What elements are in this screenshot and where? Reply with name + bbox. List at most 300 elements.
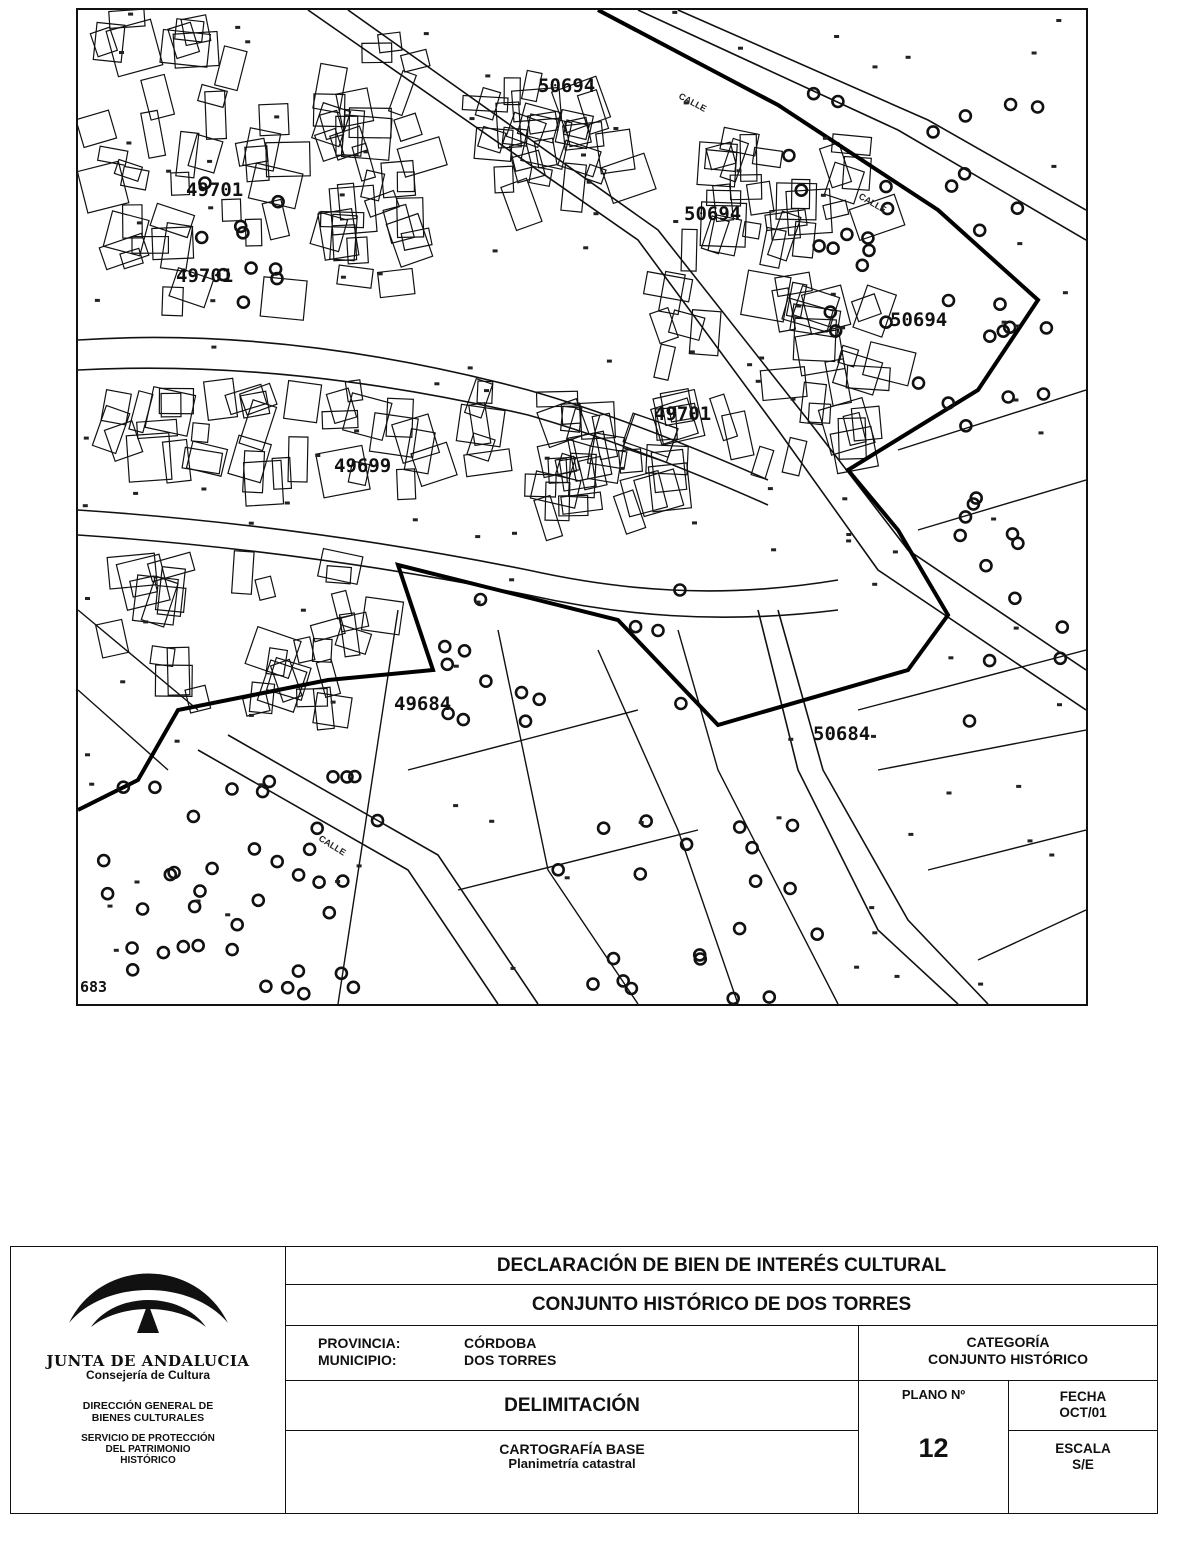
tree-symbol bbox=[98, 855, 109, 866]
parcel-outline bbox=[205, 91, 227, 139]
tree-symbol bbox=[946, 181, 957, 192]
road-edge bbox=[228, 735, 538, 1004]
plot-number-mark bbox=[470, 117, 475, 120]
parcel-outline bbox=[846, 365, 890, 390]
tree-symbol bbox=[178, 941, 189, 952]
plot-number-mark bbox=[137, 221, 142, 224]
tree-symbol bbox=[928, 126, 939, 137]
parcel-outline bbox=[152, 227, 194, 260]
parcel-outline bbox=[760, 227, 786, 268]
plot-number-mark bbox=[594, 212, 599, 215]
plot-number-mark bbox=[453, 804, 458, 807]
corner-label: 683 bbox=[80, 978, 108, 996]
parcel-outline bbox=[129, 391, 153, 433]
plano-cell bbox=[859, 1381, 1009, 1513]
provincia-value: CÓRDOBA bbox=[464, 1335, 537, 1351]
parcel-outline bbox=[349, 108, 391, 138]
plot-number-mark bbox=[840, 326, 845, 329]
plot-number-mark bbox=[341, 276, 346, 279]
parcel-outline bbox=[768, 211, 801, 261]
tree-symbol bbox=[734, 822, 745, 833]
parcel-outline bbox=[614, 490, 646, 534]
parcel-outline bbox=[232, 551, 254, 594]
tree-symbol bbox=[188, 811, 199, 822]
plot-number-mark bbox=[906, 56, 911, 59]
escala-cell bbox=[1009, 1431, 1157, 1513]
plot-number-mark bbox=[692, 521, 697, 524]
parcel-outline bbox=[284, 381, 322, 423]
direccion-general: DIRECCIÓN GENERAL DE BIENES CULTURALES bbox=[82, 1400, 214, 1424]
tree-symbol bbox=[553, 864, 564, 875]
tree-symbol bbox=[960, 110, 971, 121]
plot-number-mark bbox=[893, 550, 898, 553]
parcel-outline bbox=[681, 229, 697, 271]
parcel-outline bbox=[228, 435, 271, 482]
parcel-outline bbox=[155, 665, 192, 696]
parcel-outline bbox=[340, 613, 360, 657]
plot-number-mark bbox=[737, 169, 742, 172]
tree-symbol bbox=[955, 530, 966, 541]
parcel-outline bbox=[525, 474, 556, 497]
plot-number-mark bbox=[908, 833, 913, 836]
tree-symbol bbox=[588, 979, 599, 990]
plot-number-mark bbox=[89, 783, 94, 786]
plot-number-mark bbox=[335, 880, 340, 883]
cartografia-label: CARTOGRAFÍA BASE bbox=[499, 1441, 645, 1457]
plot-number-mark bbox=[108, 905, 113, 908]
tree-symbol bbox=[293, 869, 304, 880]
tree-symbol bbox=[608, 953, 619, 964]
parcel-outline bbox=[92, 406, 129, 454]
tree-symbol bbox=[960, 420, 971, 431]
road-edge bbox=[678, 10, 1086, 210]
plot-number-mark bbox=[796, 305, 801, 308]
plot-number-mark bbox=[511, 967, 516, 970]
field-boundary bbox=[858, 650, 1086, 710]
tree-symbol bbox=[137, 904, 148, 915]
parcel-label: 49701 bbox=[186, 179, 244, 201]
plot-number-mark bbox=[489, 820, 494, 823]
plot-number-mark bbox=[823, 137, 828, 140]
plot-number-mark bbox=[413, 518, 418, 521]
tree-symbol bbox=[1005, 99, 1016, 110]
parcel-outline bbox=[137, 419, 178, 438]
parcel-outline bbox=[545, 482, 570, 521]
parcel-outline bbox=[162, 287, 183, 316]
plot-number-labels bbox=[83, 11, 1068, 986]
plot-number-mark bbox=[1051, 165, 1056, 168]
field-boundary bbox=[498, 630, 638, 1004]
parcel-outline bbox=[326, 566, 351, 584]
parcel-outline bbox=[782, 438, 807, 476]
tree-symbol bbox=[728, 993, 739, 1004]
plot-number-mark bbox=[249, 522, 254, 525]
field-boundary bbox=[338, 610, 398, 1004]
plot-number-mark bbox=[831, 293, 836, 296]
tree-symbol bbox=[158, 947, 169, 958]
plano-number: 12 bbox=[918, 1433, 949, 1463]
parcel-outline bbox=[248, 163, 303, 209]
municipio-value: DOS TORRES bbox=[464, 1352, 557, 1368]
plot-number-mark bbox=[454, 665, 459, 668]
plot-number-mark bbox=[948, 656, 953, 659]
plot-number-mark bbox=[947, 792, 952, 795]
tree-symbol bbox=[238, 297, 249, 308]
olive-tree-symbols bbox=[98, 88, 1068, 1004]
plot-number-mark bbox=[768, 487, 773, 490]
plot-number-mark bbox=[1049, 854, 1054, 857]
plot-number-mark bbox=[842, 497, 847, 500]
parcel-outline bbox=[173, 31, 219, 68]
field-boundary bbox=[978, 910, 1086, 960]
plot-number-mark bbox=[738, 47, 743, 50]
plot-number-mark bbox=[475, 535, 480, 538]
plot-number-mark bbox=[119, 51, 124, 54]
tree-symbol bbox=[635, 869, 646, 880]
parcel-outline bbox=[534, 138, 557, 168]
field-boundary bbox=[78, 690, 168, 770]
fecha-label: FECHA bbox=[1059, 1389, 1107, 1404]
tree-symbol bbox=[304, 844, 315, 855]
plot-number-mark bbox=[211, 346, 216, 349]
plot-number-mark bbox=[143, 620, 148, 623]
parcel-outline bbox=[150, 646, 175, 667]
parcel-outline bbox=[496, 102, 521, 148]
tree-symbol bbox=[293, 966, 304, 977]
parcel-outline bbox=[365, 190, 400, 217]
tree-symbol bbox=[974, 225, 985, 236]
tree-symbol bbox=[814, 240, 825, 251]
tree-symbol bbox=[298, 988, 309, 999]
fecha-value: OCT/01 bbox=[1059, 1405, 1107, 1420]
plot-number-mark bbox=[673, 220, 678, 223]
plot-number-mark bbox=[978, 983, 983, 986]
plot-number-mark bbox=[1015, 325, 1020, 328]
tree-symbol bbox=[653, 625, 664, 636]
parcel-outline bbox=[389, 71, 417, 116]
block-title: DECLARACIÓN DE BIEN DE INTERÉS CULTURAL bbox=[286, 1247, 1157, 1285]
parcel-outline bbox=[464, 449, 512, 477]
tree-symbol bbox=[516, 687, 527, 698]
provincia-label: PROVINCIA: bbox=[318, 1335, 401, 1351]
parcel-label: 50694 bbox=[538, 75, 596, 97]
tree-symbol bbox=[841, 229, 852, 240]
parcel-outline bbox=[362, 43, 392, 63]
plot-number-mark bbox=[895, 975, 900, 978]
tree-symbol bbox=[959, 168, 970, 179]
parcel-outline bbox=[141, 576, 178, 627]
plot-number-mark bbox=[95, 299, 100, 302]
road-lines bbox=[78, 10, 1086, 1004]
plot-number-mark bbox=[1057, 703, 1062, 706]
field-boundary bbox=[78, 610, 198, 710]
plot-number-mark bbox=[872, 583, 877, 586]
plot-number-mark bbox=[126, 142, 131, 145]
tree-symbol bbox=[272, 856, 283, 867]
field-boundary bbox=[928, 830, 1086, 870]
plot-number-mark bbox=[1016, 785, 1021, 788]
parcel-label: 49701 bbox=[176, 265, 234, 287]
plot-number-mark bbox=[120, 680, 125, 683]
parcel-outline bbox=[467, 433, 495, 461]
parcel-label: 49701 bbox=[654, 403, 712, 425]
parcel-outline bbox=[78, 161, 129, 213]
parcel-outline bbox=[98, 146, 128, 165]
tree-symbol bbox=[825, 307, 836, 318]
parcel-outline bbox=[401, 49, 430, 72]
plot-number-mark bbox=[315, 454, 320, 457]
tree-symbol bbox=[196, 232, 207, 243]
tree-symbol bbox=[785, 883, 796, 894]
plot-number-mark bbox=[512, 532, 517, 535]
plot-number-mark bbox=[545, 457, 550, 460]
plot-number-mark bbox=[1002, 321, 1007, 324]
plot-number-mark bbox=[587, 181, 592, 184]
parcel-outline bbox=[793, 318, 836, 361]
parcel-outline bbox=[126, 433, 172, 482]
tree-symbol bbox=[981, 560, 992, 571]
parcel-outline bbox=[198, 85, 228, 108]
cartografia-value: Planimetría catastral bbox=[508, 1456, 636, 1471]
plot-number-mark bbox=[565, 876, 570, 879]
plot-number-mark bbox=[135, 881, 140, 884]
tree-symbol bbox=[943, 295, 954, 306]
plot-number-mark bbox=[821, 194, 826, 197]
field-boundary bbox=[918, 480, 1086, 530]
tree-symbol bbox=[227, 784, 238, 795]
parcel-label: 49699 bbox=[334, 455, 392, 477]
block-subtitle: CONJUNTO HISTÓRICO DE DOS TORRES bbox=[286, 1285, 1157, 1326]
plot-number-mark bbox=[274, 115, 279, 118]
plot-number-mark bbox=[485, 74, 490, 77]
tree-symbol bbox=[995, 299, 1006, 310]
plot-number-mark bbox=[364, 150, 369, 153]
tree-symbol bbox=[828, 243, 839, 254]
tree-symbol bbox=[264, 776, 275, 787]
parcel-label: 49684 bbox=[394, 693, 452, 715]
road-edge bbox=[78, 535, 838, 617]
parcel-outline bbox=[116, 554, 170, 610]
tree-symbol bbox=[342, 771, 353, 782]
parcel-outline bbox=[851, 406, 882, 441]
tree-symbol bbox=[232, 919, 243, 930]
tree-symbol bbox=[984, 331, 995, 342]
plot-number-mark bbox=[85, 753, 90, 756]
plot-number-mark bbox=[175, 740, 180, 743]
plot-number-mark bbox=[484, 389, 489, 392]
tree-symbol bbox=[675, 698, 686, 709]
plot-number-mark bbox=[1039, 431, 1044, 434]
parcel-outline bbox=[378, 268, 415, 297]
logo-cell bbox=[11, 1247, 286, 1513]
plot-number-mark bbox=[476, 601, 481, 604]
plot-number-mark bbox=[225, 913, 230, 916]
plot-number-mark bbox=[434, 382, 439, 385]
tree-symbol bbox=[282, 982, 293, 993]
parcel-outline bbox=[411, 442, 457, 486]
parcel-outline bbox=[222, 199, 241, 221]
plot-number-mark bbox=[869, 906, 874, 909]
tree-symbol bbox=[964, 716, 975, 727]
tree-symbol bbox=[1012, 538, 1023, 549]
plot-number-mark bbox=[581, 154, 586, 157]
plot-number-mark bbox=[834, 35, 839, 38]
street-label: CALLE bbox=[316, 833, 348, 858]
tree-symbol bbox=[764, 992, 775, 1003]
tree-symbol bbox=[227, 944, 238, 955]
road-edge bbox=[308, 10, 1086, 710]
parcel-label: 50694 bbox=[684, 203, 742, 225]
parcel-outline bbox=[654, 344, 675, 380]
plot-number-mark bbox=[607, 360, 612, 363]
tree-symbol bbox=[458, 714, 469, 725]
plot-number-mark bbox=[249, 714, 254, 717]
plot-number-mark bbox=[133, 492, 138, 495]
plot-number-mark bbox=[340, 193, 345, 196]
tree-symbol bbox=[881, 181, 892, 192]
tree-symbol bbox=[314, 877, 325, 888]
plot-number-mark bbox=[201, 488, 206, 491]
parcel-outline bbox=[456, 404, 505, 447]
parcel-outline bbox=[188, 134, 223, 173]
parcel-outline bbox=[310, 212, 347, 252]
parcel-outline bbox=[462, 96, 508, 112]
field-boundary bbox=[598, 650, 738, 1004]
plot-number-mark bbox=[1017, 242, 1022, 245]
parcel-outline bbox=[240, 391, 270, 418]
field-boundary bbox=[408, 710, 638, 770]
road-edge bbox=[758, 610, 958, 1004]
plot-number-mark bbox=[285, 502, 290, 505]
parcel-outline bbox=[494, 166, 514, 193]
parcel-outline bbox=[191, 423, 209, 443]
parcel-label: 50684 bbox=[813, 723, 871, 745]
tree-symbol bbox=[1041, 322, 1052, 333]
plan-type: DELIMITACIÓN bbox=[286, 1381, 859, 1431]
logo-dept: Consejería de Cultura bbox=[85, 1368, 211, 1382]
parcel-outline bbox=[501, 178, 542, 230]
tree-symbol bbox=[747, 842, 758, 853]
tree-symbol bbox=[149, 782, 160, 793]
plot-number-mark bbox=[493, 249, 498, 252]
tree-symbol bbox=[193, 940, 204, 951]
tree-symbol bbox=[1012, 203, 1023, 214]
cadastral-map bbox=[76, 8, 1088, 1006]
servicio-proteccion: SERVICIO DE PROTECCIÓN DEL PATRIMONIO HISTÓRICO bbox=[81, 1433, 215, 1466]
parcel-outline bbox=[243, 451, 265, 493]
category-cell bbox=[859, 1326, 1157, 1381]
tree-symbol bbox=[439, 641, 450, 652]
parcel-outline bbox=[386, 214, 432, 268]
tree-symbol bbox=[127, 964, 138, 975]
plano-label: PLANO Nº bbox=[901, 1387, 966, 1402]
plot-number-mark bbox=[378, 272, 383, 275]
tree-symbol bbox=[102, 888, 113, 899]
tree-symbol bbox=[249, 843, 260, 854]
plot-number-mark bbox=[1014, 627, 1019, 630]
plot-number-mark bbox=[114, 949, 119, 952]
plot-number-mark bbox=[354, 429, 359, 432]
junta-logo-icon bbox=[61, 1261, 236, 1351]
tree-symbol bbox=[207, 863, 218, 874]
plot-number-mark bbox=[331, 701, 336, 704]
tree-symbol bbox=[1032, 102, 1043, 113]
plot-number-mark bbox=[872, 931, 877, 934]
plot-number-mark bbox=[196, 900, 201, 903]
parcel-outline bbox=[162, 439, 191, 483]
plot-number-mark bbox=[1056, 19, 1061, 22]
plot-number-mark bbox=[777, 816, 782, 819]
plot-number-mark bbox=[207, 160, 212, 163]
tree-symbol bbox=[783, 150, 794, 161]
plot-number-mark bbox=[301, 609, 306, 612]
municipio-label: MUNICIPIO: bbox=[318, 1352, 397, 1368]
plot-number-mark bbox=[235, 26, 240, 29]
parcel-outline bbox=[747, 181, 774, 215]
parcel-outline bbox=[818, 398, 875, 455]
field-boundary bbox=[458, 830, 698, 890]
tree-symbol bbox=[246, 263, 257, 274]
parcel-lines bbox=[78, 10, 1086, 1004]
parcel-outline bbox=[397, 469, 416, 500]
plot-number-mark bbox=[83, 504, 88, 507]
tree-symbol bbox=[312, 823, 323, 834]
tree-symbol bbox=[127, 943, 138, 954]
plot-number-mark bbox=[771, 548, 776, 551]
parcel-outline bbox=[394, 113, 422, 141]
tree-symbol bbox=[630, 621, 641, 632]
plot-number-mark bbox=[245, 40, 250, 43]
parcel-outline bbox=[790, 304, 841, 337]
road-edge bbox=[778, 610, 988, 1004]
plot-number-mark bbox=[509, 578, 514, 581]
plot-number-mark bbox=[759, 357, 764, 360]
plot-number-mark bbox=[84, 437, 89, 440]
tree-symbol bbox=[520, 716, 531, 727]
parcel-outline bbox=[760, 367, 807, 401]
plot-number-mark bbox=[128, 13, 133, 16]
tree-symbol bbox=[787, 820, 798, 831]
fecha-cell bbox=[1009, 1381, 1157, 1431]
parcel-label: 50694 bbox=[890, 309, 948, 331]
plot-number-mark bbox=[846, 539, 851, 542]
parcel-outline bbox=[150, 203, 194, 237]
tree-symbol bbox=[260, 981, 271, 992]
plot-number-mark bbox=[468, 366, 473, 369]
tree-symbol bbox=[1003, 392, 1014, 403]
plot-number-mark bbox=[1013, 399, 1018, 402]
parcel-outline bbox=[235, 138, 268, 166]
tree-symbol bbox=[734, 923, 745, 934]
parcel-outline bbox=[297, 689, 328, 707]
parcel-outline bbox=[343, 393, 392, 440]
parcel-outline bbox=[159, 388, 193, 413]
plot-number-mark bbox=[690, 350, 695, 353]
plot-number-mark bbox=[854, 966, 859, 969]
parcel-outline bbox=[255, 576, 275, 600]
plot-number-mark bbox=[791, 398, 796, 401]
parcel-outline bbox=[352, 143, 375, 181]
location-cell bbox=[286, 1326, 859, 1381]
plot-number-mark bbox=[166, 170, 171, 173]
tree-symbol bbox=[1009, 593, 1020, 604]
escala-label: ESCALA bbox=[1055, 1441, 1111, 1456]
map-canvas bbox=[78, 10, 1086, 1004]
tree-symbol bbox=[442, 659, 453, 670]
parcel-outline bbox=[215, 46, 247, 91]
parcel-outline bbox=[337, 183, 356, 220]
plot-number-mark bbox=[871, 735, 876, 738]
